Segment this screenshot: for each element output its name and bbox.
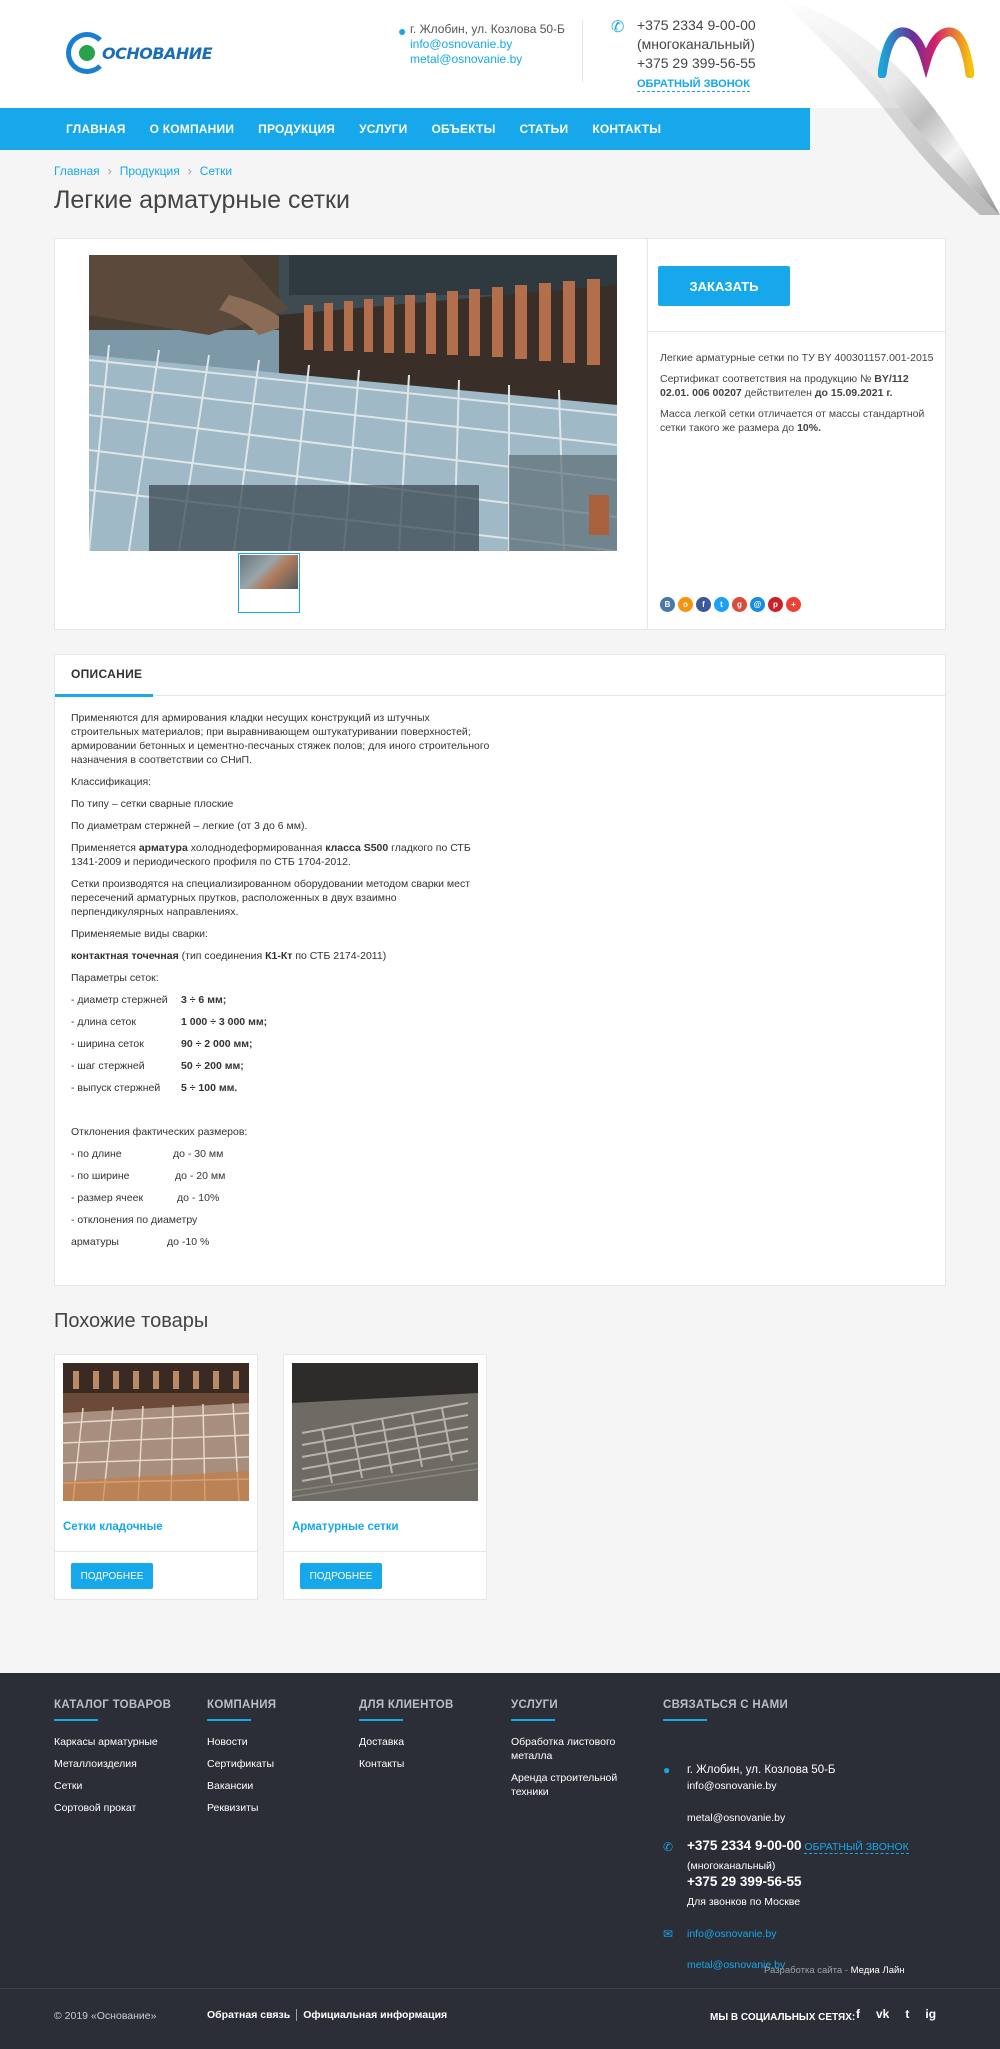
mass-prefix: Масса легкой сетки отличается от массы стандартной сетки такого же размера до	[660, 408, 925, 434]
desc-paragraph: По типу – сетки сварные плоские	[71, 798, 234, 810]
map-pin-icon: ●	[398, 23, 407, 39]
similar-products-title: Похожие товары	[54, 1310, 209, 1332]
footer-email-metal[interactable]: metal@osnovanie.by	[687, 1812, 786, 1824]
similar-product-image[interactable]	[292, 1363, 478, 1501]
desc-paragraph: - отклонения по диаметру	[71, 1214, 198, 1226]
header-address: г. Жлобин, ул. Козлова 50-Б	[410, 22, 565, 36]
masonry-mesh-photo	[63, 1363, 249, 1501]
footer-phone-main[interactable]: +375 2334 9-00-00	[687, 1838, 802, 1853]
deviation-key: арматуры	[71, 1236, 119, 1248]
description-panel	[54, 654, 946, 1286]
desc-paragraph	[71, 949, 491, 963]
header-phone-note: (многоканальный)	[637, 36, 755, 52]
footer-email-info[interactable]: info@osnovanie.by	[687, 1780, 777, 1792]
footer-title-underline	[207, 1719, 251, 1721]
param-value: 50 ÷ 200 мм;	[181, 1060, 244, 1072]
header-divider	[582, 20, 583, 82]
partner-m-logo[interactable]	[878, 24, 974, 78]
deviation-value: до - 10%	[177, 1192, 220, 1204]
deviation-key: - по длине	[71, 1148, 122, 1160]
desc-paragraph	[71, 841, 491, 869]
deviation-value: до - 20 мм	[175, 1170, 226, 1182]
footer-clients-title: ДЛЯ КЛИЕНТОВ	[359, 1699, 454, 1711]
footer-link[interactable]: Обработка листового металла	[511, 1736, 616, 1762]
deviation-value: до -10 %	[167, 1236, 210, 1248]
mass-line	[660, 407, 938, 435]
order-button[interactable]: ЗАКАЗАТЬ	[658, 266, 790, 306]
product-thumbnail[interactable]	[238, 553, 300, 613]
product-specs	[660, 351, 938, 442]
footer-contact-title: СВЯЗАТЬСЯ С НАМИ	[663, 1699, 789, 1711]
feedback-link[interactable]: Обратная связь	[207, 2009, 291, 2021]
facebook-share-icon[interactable]: f	[696, 597, 711, 612]
cert-number: BY/112 02.01. 006 00207	[660, 373, 909, 399]
footer-clients-column	[359, 1699, 509, 1779]
breadcrumb-separator-icon: ›	[187, 164, 192, 178]
cert-prefix: Сертификат соответствия на продукцию №	[660, 373, 872, 385]
footer-link[interactable]: Доставка	[359, 1736, 405, 1748]
footer-company-column	[207, 1699, 357, 1823]
param-row	[71, 1081, 491, 1095]
deviation-row	[71, 1147, 491, 1161]
deviation-row	[71, 1191, 491, 1205]
similar-product-image[interactable]	[63, 1363, 249, 1501]
social-label: МЫ В СОЦИАЛЬНЫХ СЕТЯХ:	[710, 2012, 856, 2023]
phone-icon: ✆	[611, 19, 625, 36]
more-button[interactable]: ПОДРОБНЕЕ	[71, 1563, 153, 1589]
logo-text: ОСНОВАНИЕ	[102, 43, 213, 63]
footer-phone-main-row	[687, 1839, 909, 1854]
nav-item-services[interactable]: УСЛУГИ	[359, 122, 408, 136]
footer-mail-info[interactable]: info@osnovanie.by	[687, 1928, 777, 1940]
copyright: © 2019 «Основание»	[54, 2010, 157, 2022]
deviation-key: - по ширине	[71, 1170, 130, 1182]
social-links	[856, 2007, 952, 2021]
footer-title-underline	[663, 1719, 707, 1721]
facebook-icon[interactable]: f	[856, 2007, 860, 2021]
breadcrumb-products[interactable]: Продукция	[119, 164, 180, 178]
desc-bold: контактная точечная	[71, 950, 179, 962]
instagram-icon[interactable]: ig	[925, 2007, 937, 2021]
desc-paragraph: Сетки производятся на специализированном оборудовании методом сварки мест пересечений арматурных прутков, расположенных в двух взаимно перпендикулярных направлениях.	[71, 878, 471, 918]
nav-item-contacts[interactable]: КОНТАКТЫ	[592, 122, 662, 136]
main-nav	[0, 108, 810, 150]
description-text	[71, 711, 491, 1257]
developer-label: Разработка сайта -	[764, 1965, 848, 1976]
desc-text: Применяется	[71, 842, 136, 854]
param-value: 5 ÷ 100 мм.	[181, 1082, 238, 1094]
param-key: - ширина сеток	[71, 1038, 144, 1050]
phone-icon: ✆	[663, 1840, 674, 1854]
footer-link[interactable]: Каркасы арматурные	[54, 1736, 158, 1748]
footer-link[interactable]: Аренда строительной техники	[511, 1772, 618, 1798]
tab-active-indicator	[55, 694, 153, 697]
product-panel	[54, 238, 946, 630]
footer-company-title: КОМПАНИЯ	[207, 1699, 277, 1711]
breadcrumb-current[interactable]: Сетки	[199, 164, 233, 178]
mass-value: 10%.	[797, 422, 822, 434]
nav-item-about[interactable]: О КОМПАНИИ	[149, 122, 235, 136]
breadcrumb-separator-icon: ›	[107, 164, 112, 178]
developer-credit	[764, 1965, 905, 1976]
deviation-row	[71, 1169, 491, 1183]
param-value: 1 000 ÷ 3 000 мм;	[181, 1016, 268, 1028]
header-phone-mobile[interactable]: +375 29 399-56-55	[637, 55, 756, 71]
rebar-mesh-photo	[292, 1363, 478, 1501]
card-divider	[284, 1551, 486, 1552]
param-key: - выпуск стержней	[71, 1082, 161, 1094]
footer-catalog-column	[54, 1699, 204, 1823]
cert-date: до 15.09.2021 г.	[814, 387, 893, 399]
footer-link[interactable]: Металлоизделия	[54, 1758, 137, 1770]
desc-text: (тип соединения	[181, 950, 263, 962]
more-share-icon[interactable]: +	[786, 597, 801, 612]
similar-product-card	[283, 1354, 487, 1600]
param-value: 3 ÷ 6 мм;	[181, 994, 227, 1006]
header-phone-block	[611, 16, 756, 92]
footer-services-column	[511, 1699, 631, 1807]
param-value: 90 ÷ 2 000 мм;	[181, 1038, 253, 1050]
footer-link[interactable]: Вакансии	[207, 1780, 254, 1792]
desc-paragraph: Отклонения фактических размеров:	[71, 1126, 248, 1138]
desc-bold: класса S500	[325, 842, 389, 854]
page-title: Легкие арматурные сетки	[54, 186, 350, 214]
param-key: - длина сеток	[71, 1016, 136, 1028]
mail-icon: ✉	[663, 1927, 674, 1941]
product-info	[647, 239, 945, 629]
tab-divider	[55, 695, 945, 696]
nav-item-home[interactable]: ГЛАВНАЯ	[66, 122, 126, 136]
param-key: - диаметр стержней	[71, 994, 168, 1006]
similar-product-name[interactable]: Арматурные сетки	[292, 1521, 399, 1533]
header-address-block	[398, 22, 570, 67]
vk-icon[interactable]: vk	[876, 2007, 890, 2021]
footer-callback-link[interactable]: ОБРАТНЫЙ ЗВОНОК	[804, 1841, 909, 1853]
deviation-key: - размер ячеек	[71, 1192, 144, 1204]
vk-share-icon[interactable]: В	[660, 597, 675, 612]
desc-bold: К1-Кт	[265, 950, 293, 962]
footer-phone-moscow-note: Для звонков по Москве	[687, 1896, 801, 1908]
twitter-share-icon[interactable]: t	[714, 597, 729, 612]
pinterest-share-icon[interactable]: p	[768, 597, 783, 612]
param-row	[71, 1015, 491, 1029]
footer-phone-mobile[interactable]: +375 29 399-56-55	[687, 1874, 802, 1889]
tab-description[interactable]: ОПИСАНИЕ	[71, 667, 143, 681]
nav-item-objects[interactable]: ОБЪЕКТЫ	[431, 122, 496, 136]
google-share-icon[interactable]: g	[732, 597, 747, 612]
site-logo[interactable]	[66, 32, 212, 74]
cert-middle: действителен	[744, 387, 812, 399]
similar-product-name[interactable]: Сетки кладочные	[63, 1521, 163, 1533]
header-email-info[interactable]: info@osnovanie.by	[410, 37, 513, 51]
more-button[interactable]: ПОДРОБНЕЕ	[300, 1563, 382, 1589]
nav-item-products[interactable]: ПРОДУКЦИЯ	[258, 122, 336, 136]
footer-link[interactable]: Сортовой прокат	[54, 1802, 137, 1814]
developer-link[interactable]: Медиа Лайн	[850, 1965, 905, 1976]
header-phone-main[interactable]: +375 2334 9-00-00	[637, 17, 756, 33]
certificate-line	[660, 372, 938, 400]
footer-bottom-links	[207, 2009, 447, 2021]
product-photo-welding-machine	[89, 255, 617, 551]
map-pin-icon: ●	[663, 1763, 671, 1777]
desc-text: холоднодеформированная	[190, 842, 323, 854]
desc-text: гладкого по СТБ 1341-2009 и периодического профиля по СТБ 1704-2012.	[71, 842, 471, 868]
param-row	[71, 1037, 491, 1051]
desc-paragraph: По диаметрам стержней – легкие (от 3 до 6 мм).	[71, 820, 308, 832]
desc-paragraph: Параметры сеток:	[71, 972, 159, 984]
desc-paragraph: Классификация:	[71, 776, 152, 788]
footer-services-title: УСЛУГИ	[511, 1699, 558, 1711]
nav-item-articles[interactable]: СТАТЬИ	[519, 122, 569, 136]
card-divider	[55, 1551, 257, 1552]
similar-product-card	[54, 1354, 258, 1600]
param-row	[71, 1059, 491, 1073]
footer-link[interactable]: Сертификаты	[207, 1758, 274, 1770]
footer-address: г. Жлобин, ул. Козлова 50-Б	[687, 1764, 836, 1776]
param-key: - шаг стержней	[71, 1060, 145, 1072]
header-email-metal[interactable]: metal@osnovanie.by	[410, 52, 523, 66]
footer-title-underline	[511, 1719, 555, 1721]
logo-mark-icon	[66, 32, 108, 74]
footer-phone-note: (многоканальный)	[687, 1860, 776, 1872]
footer-catalog-title: КАТАЛОГ ТОВАРОВ	[54, 1699, 172, 1711]
footer-divider	[0, 1988, 1000, 1989]
footer-title-underline	[359, 1719, 403, 1721]
footer-link[interactable]: Контакты	[359, 1758, 405, 1770]
footer-link[interactable]: Новости	[207, 1736, 248, 1748]
param-row	[71, 993, 491, 1007]
ok-share-icon[interactable]: о	[678, 597, 693, 612]
info-divider	[648, 331, 946, 332]
footer-mail-metal[interactable]: metal@osnovanie.by	[687, 1959, 786, 1971]
mailru-share-icon[interactable]: @	[750, 597, 765, 612]
desc-paragraph: Применяются для армирования кладки несущих конструкций из штучных строительных материалов; при выравнивающем оштукатуривании поверхностей; армировании бетонных и цементно-песчаных стяжек полов; для иного строительного назначения в соответствии со СНиП.	[71, 712, 490, 766]
share-buttons	[660, 597, 804, 612]
thumbnail-image	[240, 555, 298, 589]
desc-text: по СТБ 2174-2011)	[295, 950, 387, 962]
official-info-link[interactable]: Официальная информация	[303, 2009, 448, 2021]
footer-link[interactable]: Реквизиты	[207, 1802, 259, 1814]
product-main-image[interactable]	[89, 255, 617, 551]
footer-link[interactable]: Сетки	[54, 1780, 83, 1792]
desc-bold: арматура	[138, 842, 188, 854]
breadcrumb-home[interactable]: Главная	[54, 164, 100, 178]
desc-paragraph: Применяемые виды сварки:	[71, 928, 208, 940]
link-separator	[296, 2009, 297, 2021]
spec-line: Легкие арматурные сетки по ТУ BY 400301157.001-2015	[660, 352, 934, 364]
callback-link[interactable]: ОБРАТНЫЙ ЗВОНОК	[637, 78, 750, 90]
twitter-icon[interactable]: t	[905, 2007, 910, 2021]
deviation-row	[71, 1235, 491, 1249]
deviation-value: до - 30 мм	[173, 1148, 224, 1160]
site-footer	[0, 1673, 1000, 2049]
breadcrumb	[54, 164, 232, 178]
footer-title-underline	[54, 1719, 98, 1721]
